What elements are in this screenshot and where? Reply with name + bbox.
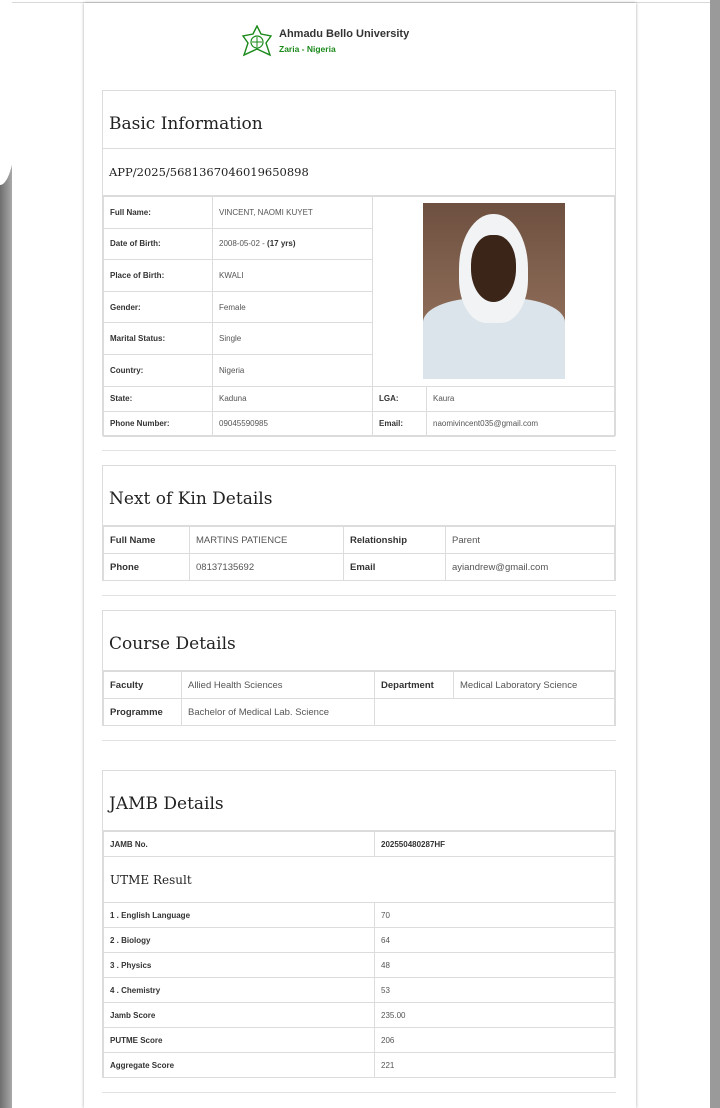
field-label: Email: — [373, 411, 427, 436]
field-label: Phone — [104, 554, 190, 581]
score-label: Jamb Score — [104, 1003, 375, 1028]
field-value: Allied Health Sciences — [182, 672, 375, 699]
course-details-table — [103, 671, 615, 726]
left-margin — [12, 0, 84, 1108]
subject-score: 64 — [375, 928, 615, 953]
divider — [102, 740, 616, 741]
subject-score: 70 — [375, 903, 615, 928]
table-row — [104, 953, 615, 978]
subject-label: 4 . Chemistry — [104, 978, 375, 1003]
table-row — [104, 857, 615, 903]
table-row — [104, 978, 615, 1003]
course-details-card — [102, 610, 616, 726]
field-label: LGA: — [373, 386, 427, 411]
field-value: Bachelor of Medical Lab. Science — [182, 699, 375, 726]
basic-info-card — [102, 90, 616, 436]
empty-cell — [375, 699, 615, 726]
field-value: 09045590985 — [213, 411, 373, 436]
field-label: Gender: — [104, 291, 213, 323]
field-label: Marital Status: — [104, 323, 213, 355]
section-title: Next of Kin Details — [109, 488, 273, 509]
basic-info-table — [103, 196, 615, 437]
admission-sheet — [84, 3, 636, 1108]
table-row — [104, 411, 615, 436]
table-row — [104, 672, 615, 699]
field-label: Date of Birth: — [104, 228, 213, 260]
field-label: Programme — [104, 699, 182, 726]
score-value: 221 — [375, 1053, 615, 1078]
field-label: Full Name — [104, 527, 190, 554]
table-row — [104, 1053, 615, 1078]
section-title: Basic Information — [109, 113, 263, 134]
field-value: MARTINS PATIENCE — [190, 527, 344, 554]
score-value: 206 — [375, 1028, 615, 1053]
table-row — [104, 1003, 615, 1028]
table-row — [104, 386, 615, 411]
field-value: VINCENT, NAOMI KUYET — [213, 197, 373, 229]
divider — [102, 1092, 616, 1093]
subject-score: 48 — [375, 953, 615, 978]
score-label: Aggregate Score — [104, 1053, 375, 1078]
field-value: Nigeria — [213, 354, 373, 386]
jamb-table — [103, 831, 615, 1078]
background-right — [710, 0, 720, 1108]
next-of-kin-card — [102, 465, 616, 581]
university-name: Ahmadu Bello University — [279, 28, 410, 40]
field-value: Kaura — [427, 386, 615, 411]
table-row — [104, 554, 615, 581]
field-value: naomivincent035@gmail.com — [427, 411, 615, 436]
field-value: 2008-05-02 - (17 yrs) — [213, 228, 373, 260]
divider — [102, 450, 616, 451]
subject-label: 3 . Physics — [104, 953, 375, 978]
section-title: Course Details — [109, 633, 236, 654]
section-title: JAMB Details — [109, 793, 224, 814]
field-value: Kaduna — [213, 386, 373, 411]
divider — [102, 595, 616, 596]
application-number: APP/2025/5681367046019650898 — [109, 165, 309, 179]
applicant-photo — [423, 203, 565, 379]
score-value: 235.00 — [375, 1003, 615, 1028]
jamb-number: 202550480287HF — [375, 832, 615, 857]
field-label: Email — [344, 554, 446, 581]
next-of-kin-table — [103, 526, 615, 581]
table-row — [104, 832, 615, 857]
field-value: KWALI — [213, 260, 373, 292]
field-value: Female — [213, 291, 373, 323]
field-label: State: — [104, 386, 213, 411]
field-label: Relationship — [344, 527, 446, 554]
field-label: Place of Birth: — [104, 260, 213, 292]
age-badge: (17 yrs) — [267, 239, 296, 249]
field-value: 08137135692 — [190, 554, 344, 581]
field-label: JAMB No. — [104, 832, 375, 857]
table-row — [104, 527, 615, 554]
table-row — [104, 928, 615, 953]
university-header — [240, 21, 409, 61]
table-row — [104, 903, 615, 928]
university-location: Zaria - Nigeria — [279, 44, 336, 54]
table-row — [104, 1028, 615, 1053]
field-label: Department — [375, 672, 454, 699]
subject-label: 2 . Biology — [104, 928, 375, 953]
utme-title: UTME Result — [104, 857, 615, 903]
field-value: ayiandrew@gmail.com — [446, 554, 615, 581]
field-value: Parent — [446, 527, 615, 554]
field-label: Faculty — [104, 672, 182, 699]
photo-cell — [373, 197, 615, 387]
field-label: Country: — [104, 354, 213, 386]
table-row — [104, 699, 615, 726]
subject-label: 1 . English Language — [104, 903, 375, 928]
jamb-details-card — [102, 770, 616, 1078]
table-row — [104, 197, 615, 229]
field-label: Full Name: — [104, 197, 213, 229]
field-label: Phone Number: — [104, 411, 213, 436]
field-value: Medical Laboratory Science — [454, 672, 615, 699]
score-label: PUTME Score — [104, 1028, 375, 1053]
right-margin — [636, 0, 710, 1108]
subject-score: 53 — [375, 978, 615, 1003]
abu-crest-icon — [240, 25, 274, 57]
field-value: Single — [213, 323, 373, 355]
